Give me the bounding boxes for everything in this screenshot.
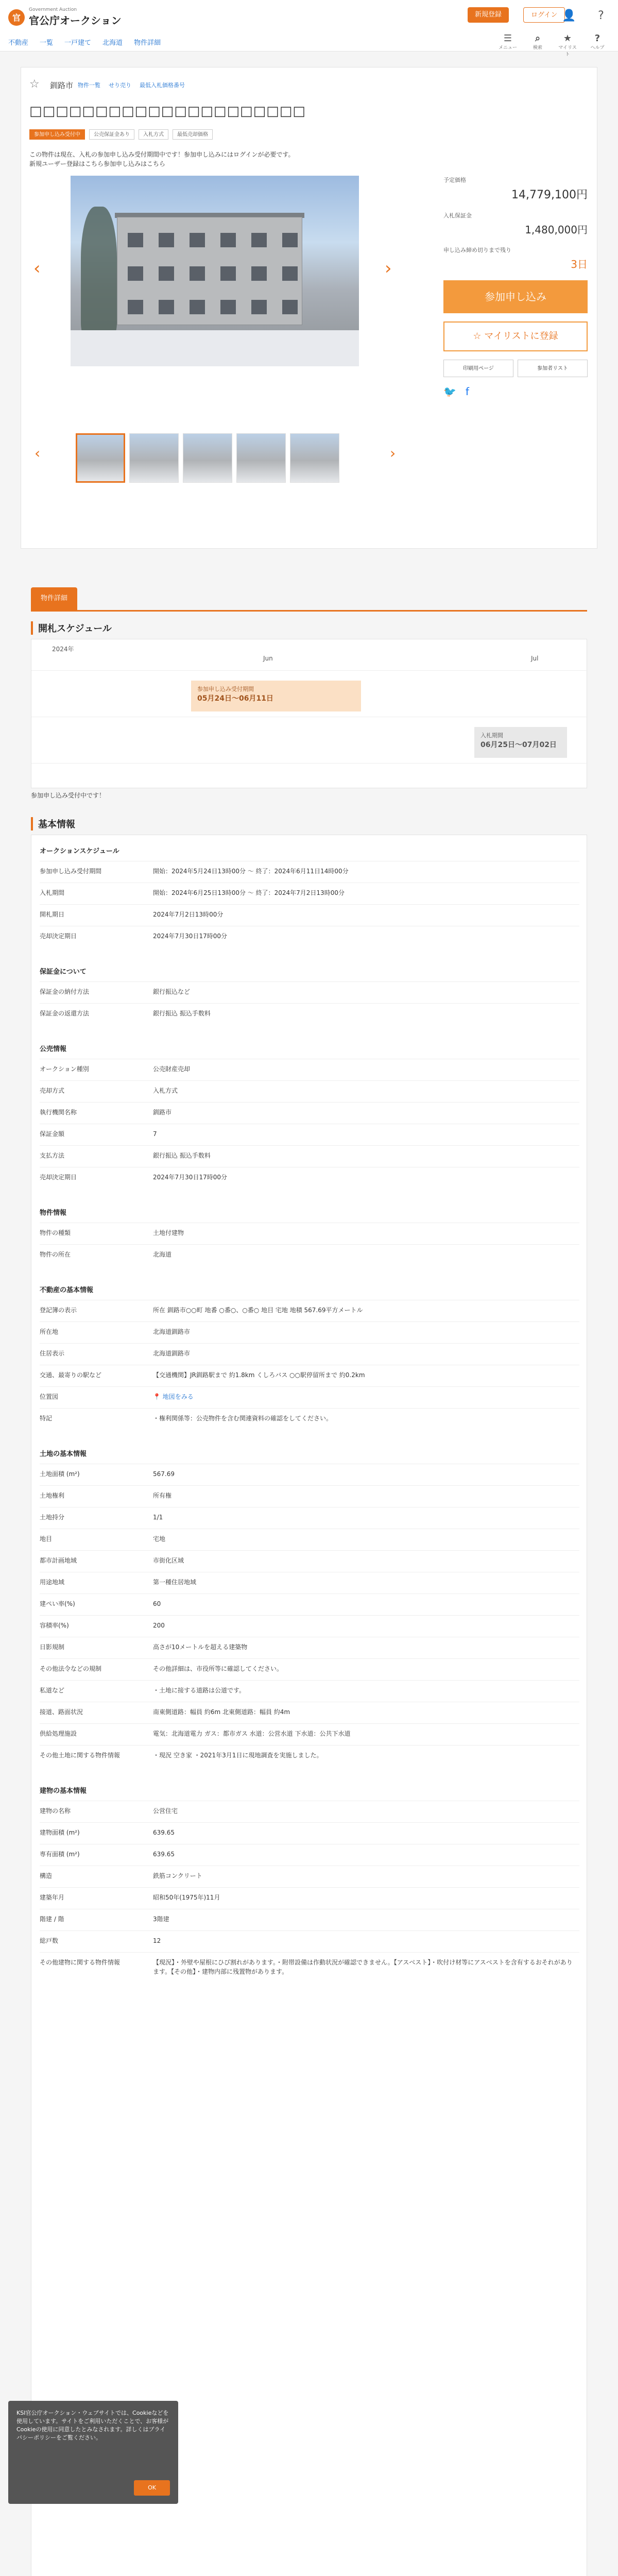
info-key: 位置図	[40, 1393, 59, 1400]
facebook-icon[interactable]: f	[465, 385, 469, 398]
info-value: 北海道釧路市	[153, 1350, 191, 1357]
info-row	[40, 1822, 579, 1844]
info-row	[40, 1801, 579, 1822]
info-value: 南東側道路：幅員 約6m 北東側道路：幅員 約4m	[153, 1708, 290, 1716]
info-key: 売却方式	[40, 1087, 65, 1094]
info-value: 1/1	[153, 1514, 163, 1521]
info-key: 保証金の返還方法	[40, 1010, 90, 1017]
info-row	[40, 1080, 579, 1102]
breadcrumb-item[interactable]: せり売り	[109, 82, 131, 89]
prev-photo-icon[interactable]: ‹	[33, 258, 41, 279]
info-row	[40, 1408, 579, 1430]
info-key: 供給処理施設	[40, 1730, 77, 1737]
info-key: その他建物に関する物件情報	[40, 1959, 121, 1966]
info-key: 接道、路面状況	[40, 1708, 83, 1716]
info-key: 特記	[40, 1415, 53, 1422]
nav-item-list[interactable]: 一覧	[40, 39, 54, 47]
info-row	[40, 1244, 579, 1266]
info-key: 土地面積 (m²)	[40, 1470, 80, 1478]
schedule-note: 参加申し込み受付中です！	[31, 792, 106, 799]
month-label: Jul	[531, 655, 539, 662]
info-value: 200	[153, 1622, 165, 1629]
info-value: 開始：2024年5月24日13時00分 ～ 終了：2024年6月11日14時00分	[153, 868, 349, 875]
site-header	[0, 0, 618, 57]
tag-bid-method: 入札方式	[139, 129, 168, 140]
info-row	[40, 1529, 579, 1550]
info-key: 参加申し込み受付期間	[40, 868, 102, 875]
info-value: 市街化区域	[153, 1557, 184, 1564]
info-key: 住居表示	[40, 1350, 65, 1357]
thumbnail[interactable]	[129, 433, 179, 483]
info-value: 公営住宅	[153, 1807, 178, 1815]
help-icon[interactable]: ?	[598, 9, 604, 22]
logo-main: 官公庁オークション	[29, 14, 122, 27]
deposit-value: 1,480,000円	[525, 224, 588, 236]
print-button[interactable]: 印刷用ページ	[443, 360, 513, 377]
tag-deposit: 公売保証金あり	[89, 129, 134, 140]
logo-mark-icon: 官	[8, 9, 25, 26]
info-key: 私道など	[40, 1687, 65, 1694]
next-photo-icon[interactable]: ›	[385, 258, 392, 279]
schedule-title: 開札スケジュール	[31, 621, 112, 635]
main-photo	[71, 176, 359, 366]
info-value: 電気：北海道電力 ガス：都市ガス 水道：公営水道 下水道：公共下水道	[153, 1730, 351, 1737]
info-value: 60	[153, 1600, 161, 1607]
info-key: 物件の所在	[40, 1251, 71, 1258]
cookie-text: KSI官公庁オークション・ウェブサイトでは、Cookieなどを使用しています。サイトをご利用いただくことで、お客様がCookieの使用に同意したとみなされます。詳しくはプライバシーポリシーをご覧ください。	[16, 2410, 169, 2441]
tab-underline	[31, 610, 587, 612]
info-key: 階建 / 階	[40, 1916, 64, 1923]
info-value: その他詳細は、市役所等に確認してください。	[153, 1665, 283, 1672]
info-key: 入札期間	[40, 889, 65, 896]
apply-button[interactable]: 参加申し込み	[443, 280, 588, 313]
group-title: 保証金について	[40, 968, 87, 976]
info-value: 12	[153, 1937, 161, 1944]
site-logo[interactable]	[8, 7, 122, 27]
info-key: 容積率(%)	[40, 1622, 69, 1629]
info-row	[40, 1464, 579, 1485]
deadline-value: 3日	[571, 258, 588, 270]
apply-notice: この物件は現在、入札の参加申し込み受付期間中です！参加申し込みにはログインが必要です。新規ユーザー登録はこちら参加申し込みはこちら	[29, 151, 295, 167]
logo-sub: Government Auction	[29, 7, 77, 12]
thumbnail[interactable]	[183, 433, 232, 483]
info-key: 土地持分	[40, 1514, 65, 1521]
twitter-icon[interactable]: 🐦	[443, 385, 456, 398]
info-row	[40, 1102, 579, 1124]
info-value: 釧路市	[153, 1109, 172, 1116]
breadcrumb	[78, 81, 185, 89]
info-row	[40, 904, 579, 926]
info-key: 専有面積 (m²)	[40, 1851, 80, 1858]
info-value: 567.69	[153, 1470, 175, 1478]
schedule-chart	[31, 639, 587, 788]
info-row	[40, 1300, 579, 1321]
thumbnail[interactable]	[76, 433, 125, 483]
info-key: 開札期日	[40, 911, 65, 918]
org-name: 釧路市	[50, 81, 74, 90]
application-period-bar: 参加申し込み受付期間 05月24日～06月11日	[191, 681, 361, 711]
info-key: 建物の名称	[40, 1807, 71, 1815]
group-title: 不動産の基本情報	[40, 1286, 94, 1294]
info-value: ・現況 空き家 ・2021年3月1日に現地調査を実施しました。	[153, 1752, 323, 1759]
info-key: 保証金の納付方法	[40, 988, 90, 995]
info-row	[40, 1909, 579, 1930]
info-row	[40, 1658, 579, 1680]
info-key: 売却決定期日	[40, 1174, 77, 1181]
info-row	[40, 1723, 579, 1745]
info-key: 総戸数	[40, 1937, 59, 1944]
info-key: 売却決定期日	[40, 933, 77, 940]
info-key: 建築年月	[40, 1894, 65, 1901]
group-title: 物件情報	[40, 1209, 67, 1217]
info-value: 北海道	[153, 1251, 172, 1258]
basic-info-table	[31, 835, 587, 2576]
info-row	[40, 1844, 579, 1866]
building-image	[117, 217, 302, 325]
info-key: 交通、最寄りの駅など	[40, 1371, 102, 1379]
info-row	[40, 1507, 579, 1529]
info-row	[40, 1702, 579, 1723]
group-title: 公売情報	[40, 1045, 67, 1053]
info-key: 登記簿の表示	[40, 1307, 77, 1314]
tag-min-price: 最低売却価格	[173, 129, 213, 140]
info-key: 日影規制	[40, 1643, 65, 1651]
month-label: Jun	[263, 655, 273, 662]
info-row	[40, 1930, 579, 1952]
search-icon[interactable]: ⌕ 検索	[533, 33, 542, 50]
info-row	[40, 1223, 579, 1244]
info-value: 昭和50年(1975年)11月	[153, 1894, 220, 1901]
info-row	[40, 861, 579, 883]
thumbnail[interactable]	[236, 433, 286, 483]
star-icon[interactable]: ☆	[29, 78, 40, 91]
map-link[interactable]: 📍 地図をみる	[153, 1393, 194, 1400]
price-value: 14,779,100円	[511, 189, 588, 201]
thumbnail-strip	[76, 433, 339, 483]
info-value: 入札方式	[153, 1087, 178, 1094]
nav-item-house[interactable]: 一戸建て	[64, 39, 92, 47]
info-value: 所有権	[153, 1492, 172, 1499]
info-row	[40, 926, 579, 947]
info-row	[40, 1343, 579, 1365]
info-value: 宅地	[153, 1535, 166, 1543]
info-value: 【現況】・外壁や屋根にひび割れがあります。・附帯設備は作動状況が確認できません。【アスベスト】・吹付け材等にアスベストを含有するおそれがあります。【その他】・建物内部に残置物があります。	[153, 1959, 573, 1975]
info-value: 3階建	[153, 1916, 169, 1923]
info-value: 鉄筋コンクリート	[153, 1872, 202, 1879]
schedule-year: 2024年	[52, 646, 74, 653]
info-value: 土地付建物	[153, 1229, 184, 1236]
info-key: 所在地	[40, 1328, 59, 1335]
info-value: 所在 釧路市○○町 地番 ○番○、○番○ 地目 宅地 地積 567.69平方メートル	[153, 1307, 363, 1314]
nav-item-hokkaido[interactable]: 北海道	[102, 39, 123, 47]
info-key: 物件の種類	[40, 1229, 71, 1236]
info-row	[40, 1167, 579, 1189]
login-button[interactable]: ログイン	[523, 7, 565, 23]
info-key: オークション種別	[40, 1065, 89, 1073]
price-panel	[443, 176, 588, 398]
info-value: 【交通機関】JR釧路駅まで 約1.8km くしろバス ○○駅停留所まで 約0.2km	[153, 1371, 365, 1379]
info-key: 地目	[40, 1535, 53, 1543]
participant-list-button[interactable]: 参加者リスト	[518, 360, 588, 377]
info-value: 公売財産売却	[153, 1065, 191, 1073]
deadline-label: 申し込み締め切りまで残り	[443, 247, 511, 253]
bid-period-bar: 入札期間 06月25日～07月02日	[474, 727, 567, 758]
info-key: 保証金額	[40, 1130, 65, 1138]
nav-item-detail[interactable]: 物件詳細	[134, 39, 161, 47]
info-value: 639.65	[153, 1829, 175, 1836]
thumb-next-icon[interactable]: ›	[390, 445, 396, 462]
info-value: 銀行振込など	[153, 988, 191, 995]
tab-detail[interactable]: 物件詳細	[31, 587, 77, 610]
info-value: 銀行振込 振込手数料	[153, 1152, 211, 1159]
info-row	[40, 1386, 579, 1408]
user-icon[interactable]: 👤	[562, 9, 576, 22]
nav-icon-group	[497, 33, 608, 57]
status-badge: 参加申し込み受付中	[29, 129, 85, 140]
info-key: 土地権利	[40, 1492, 65, 1499]
info-value: 7	[153, 1130, 157, 1138]
basic-info-title: 基本情報	[31, 817, 75, 831]
info-row	[40, 883, 579, 904]
info-value: 639.65	[153, 1851, 175, 1858]
thumbnail[interactable]	[290, 433, 339, 483]
listing-title: □□□□□□□□□□□□□□□□□□□□□	[29, 104, 306, 119]
info-value: 高さが10メートルを超える建築物	[153, 1643, 248, 1651]
info-row	[40, 981, 579, 1003]
question-icon[interactable]: ? ヘルプ	[590, 33, 605, 50]
listing-card	[21, 67, 597, 549]
group-title: 建物の基本情報	[40, 1787, 87, 1795]
info-row	[40, 1745, 579, 1767]
info-row	[40, 1866, 579, 1887]
breadcrumb-item[interactable]: 物件一覧	[78, 82, 100, 89]
info-row	[40, 1637, 579, 1658]
register-button[interactable]: 新規登録	[468, 7, 509, 23]
info-key: 執行機関名称	[40, 1109, 77, 1116]
tag-list	[29, 129, 213, 140]
info-value: 第一種住居地域	[153, 1579, 197, 1586]
info-row	[40, 1615, 579, 1637]
info-value: 開始：2024年6月25日13時00分 ～ 終了：2024年7月2日13時00分	[153, 889, 345, 896]
info-value: 2024年7月30日17時00分	[153, 1174, 227, 1181]
add-mylist-button[interactable]: ☆ マイリストに登録	[443, 321, 588, 351]
info-value: ・土地に接する道路は公道です。	[153, 1687, 246, 1694]
group-title: 土地の基本情報	[40, 1450, 87, 1458]
info-key: 支払方法	[40, 1152, 65, 1159]
global-nav	[8, 37, 161, 47]
info-key: 構造	[40, 1872, 53, 1879]
menu-icon[interactable]: ☰ メニュー	[498, 33, 517, 50]
cookie-ok-button[interactable]: OK	[134, 2480, 170, 2496]
photo-gallery	[29, 176, 431, 536]
info-key: 都市計画地域	[40, 1557, 77, 1564]
mylist-icon[interactable]: ★ マイリスト	[558, 33, 577, 57]
group-title: オークションスケジュール	[40, 848, 119, 855]
info-row	[40, 1059, 579, 1080]
cookie-banner	[8, 2401, 178, 2504]
info-key: 用途地域	[40, 1579, 65, 1586]
info-row	[40, 1145, 579, 1167]
info-value: 2024年7月2日13時00分	[153, 911, 224, 918]
info-row	[40, 1952, 579, 1983]
info-value: 銀行振込 振込手数料	[153, 1010, 211, 1017]
deposit-label: 入札保証金	[443, 212, 472, 219]
info-key: 建物面積 (m²)	[40, 1829, 80, 1836]
info-value: 2024年7月30日17時00分	[153, 933, 227, 940]
info-row	[40, 1550, 579, 1572]
info-row	[40, 1321, 579, 1343]
price-label: 予定価格	[443, 177, 466, 183]
info-row	[40, 1680, 579, 1702]
info-row	[40, 1485, 579, 1507]
thumb-prev-icon[interactable]: ‹	[35, 445, 41, 462]
info-key: 建ぺい率(%)	[40, 1600, 75, 1607]
info-value: 北海道釧路市	[153, 1328, 191, 1335]
nav-item-realestate[interactable]: 不動産	[8, 39, 29, 47]
info-row	[40, 1124, 579, 1145]
info-row	[40, 1003, 579, 1025]
info-key: その他土地に関する物件情報	[40, 1752, 121, 1759]
info-row	[40, 1572, 579, 1594]
info-row	[40, 1887, 579, 1909]
info-row	[40, 1365, 579, 1386]
info-row	[40, 1594, 579, 1615]
info-value: ・権利関係等：公売物件を含む関連資料の確認をしてください。	[153, 1415, 333, 1422]
breadcrumb-item[interactable]: 最低入札価格番号	[140, 82, 185, 89]
info-key: その他法令などの規制	[40, 1665, 102, 1672]
